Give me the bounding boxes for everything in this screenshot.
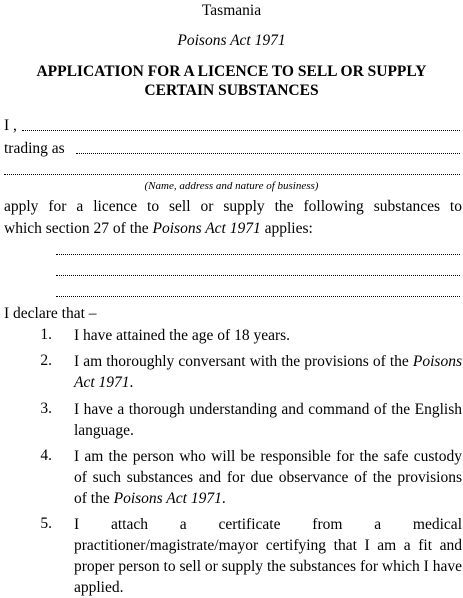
declaration-item-2: I am thoroughly conversant with the provisions of the Poisons Act 1971. xyxy=(74,353,462,391)
item-number: 4. xyxy=(40,447,52,464)
declaration-item-3: I have a thorough understanding and command of the English language. xyxy=(74,401,462,439)
trading-as-label: trading as xyxy=(4,140,65,157)
act-heading: Poisons Act 1971 xyxy=(177,32,286,49)
declaration-item-1: I have attained the age of 18 years. xyxy=(74,327,291,344)
applicant-name-field[interactable] xyxy=(22,130,460,131)
declaration-item-5-line1: I attach a certificate from a medical xyxy=(74,516,462,533)
substance-line-2[interactable] xyxy=(56,275,460,276)
business-details-note: (Name, address and nature of business) xyxy=(144,180,319,192)
declaration-intro: I declare that – xyxy=(4,305,97,322)
declaration-item-5-rest: practitioner/magistrate/mayor certifying that I am a fit and proper person to sell or supply the substances for which I have applied. xyxy=(74,537,462,596)
item-number: 1. xyxy=(40,326,52,343)
business-details-field[interactable] xyxy=(4,174,460,175)
applicant-name-label: I , xyxy=(4,117,17,134)
form-title: APPLICATION FOR A LICENCE TO SELL OR SUPPLY CERTAIN SUBSTANCES xyxy=(36,63,427,99)
apply-statement-line2: which section 27 of the Poisons Act 1971 applies: xyxy=(4,220,313,237)
trading-as-field[interactable] xyxy=(76,153,460,154)
jurisdiction-heading: Tasmania xyxy=(201,2,262,19)
declaration-item-4: I am the person who will be responsible for the safe custody of such substances and for due observance of the provisions of the Poisons Act 1971. xyxy=(74,448,462,507)
substance-line-3[interactable] xyxy=(56,296,460,297)
item-number: 3. xyxy=(40,400,52,417)
apply-statement-line1: apply for a licence to sell or supply the following substances to xyxy=(4,198,462,215)
item-number: 2. xyxy=(40,352,52,369)
item-number: 5. xyxy=(40,515,52,532)
substance-line-1[interactable] xyxy=(56,254,460,255)
